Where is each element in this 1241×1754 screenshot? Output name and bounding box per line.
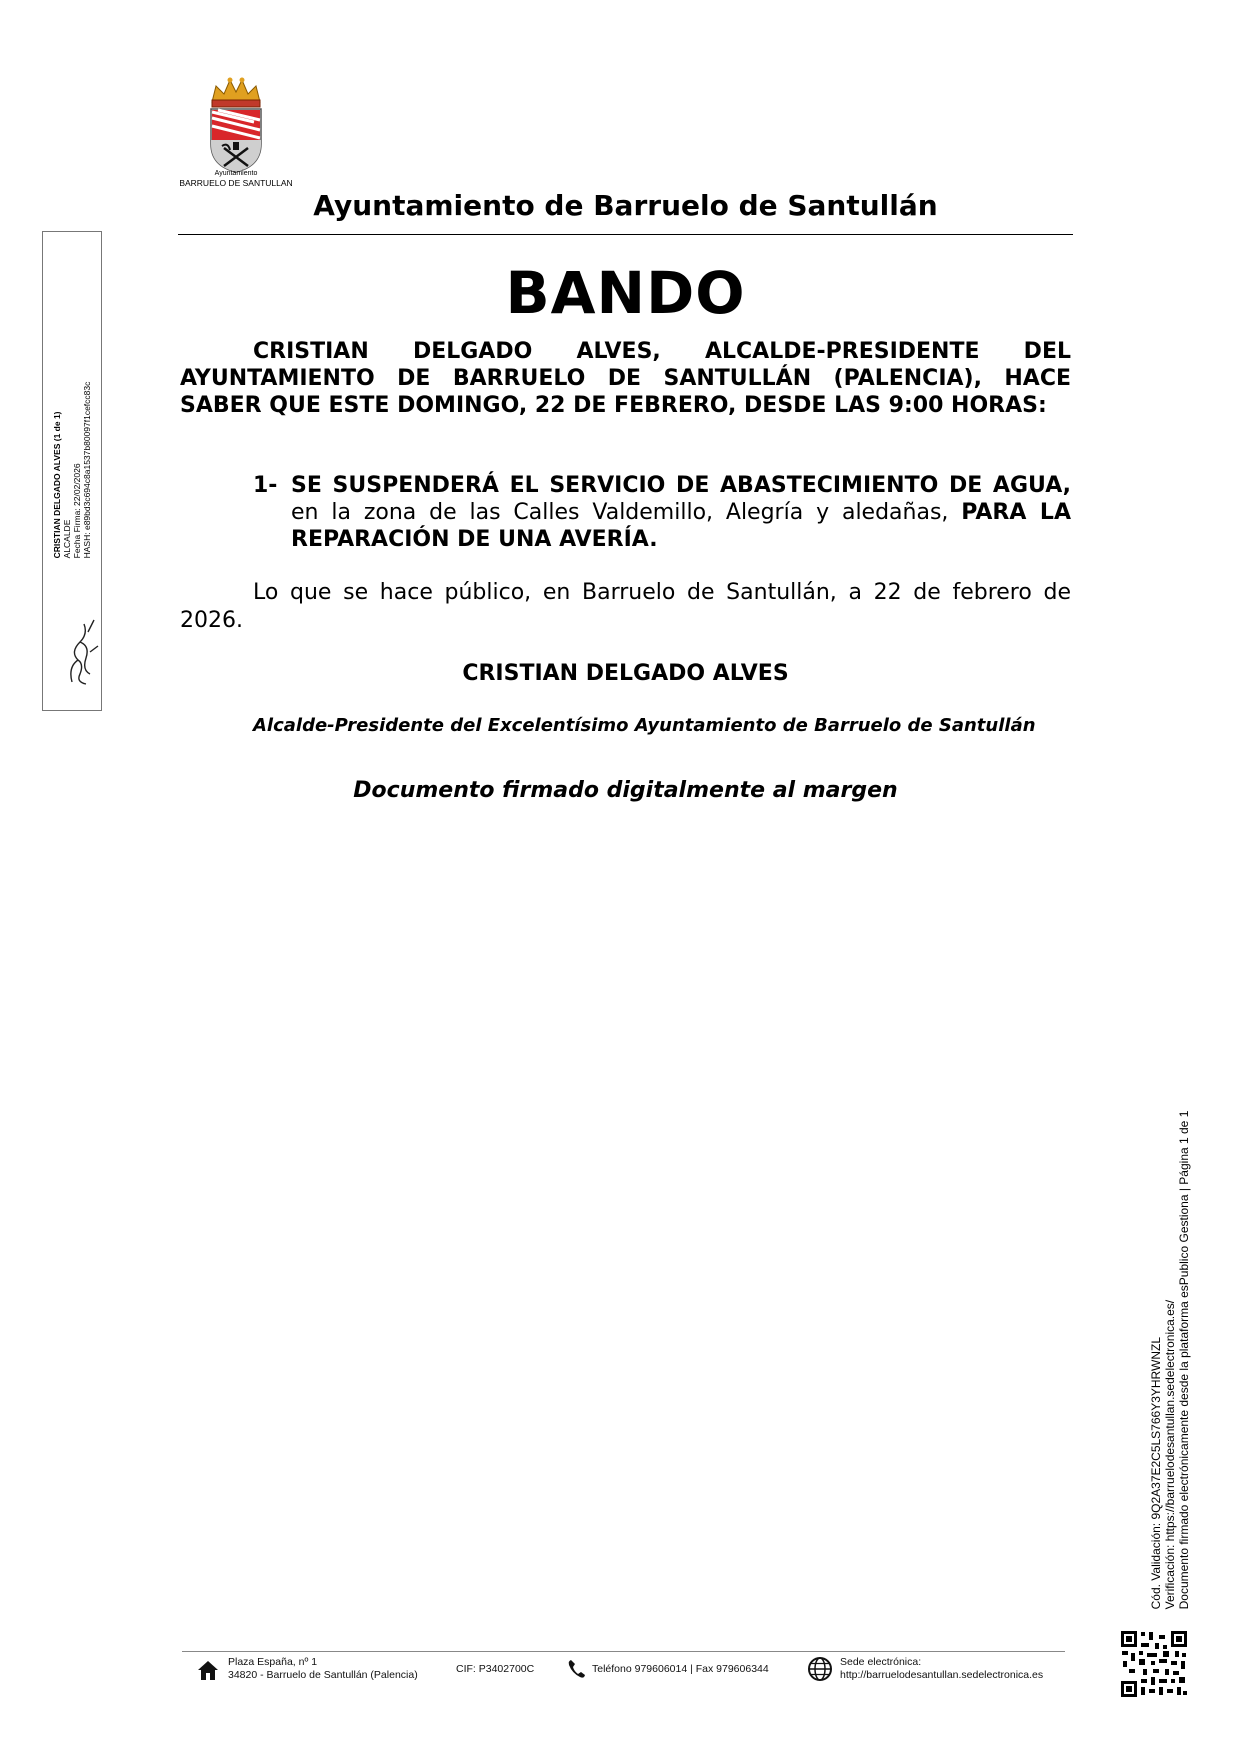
crest-caption: [176, 170, 296, 188]
organization-header: Ayuntamiento de Barruelo de Santullán: [313, 189, 938, 222]
signature-hash: HASH: e89bd3c694c8a1537b80097f1cefcc83c: [82, 381, 92, 559]
verification-code: Cód. Validación: 9Q2A37E2C5LS766Y3YHRWNZL: [1149, 1337, 1163, 1610]
coat-of-arms-icon: [178, 74, 294, 174]
footer-address-line2: 34820 - Barruelo de Santullán (Palencia): [228, 1669, 418, 1681]
footer-address-line1: Plaza España, nº 1: [228, 1656, 318, 1668]
closing-paragraph: Lo que se hace público, en Barruelo de Santullán, a 22 de febrero de 2026.: [180, 580, 1071, 633]
footer-phone: Teléfono 979606014 | Fax 979606344: [592, 1663, 769, 1675]
verification-platform: Documento firmado electrónicamente desde la plataforma esPublico Gestiona | Página 1 de 1: [1177, 1110, 1191, 1610]
footer-sede: [840, 1656, 1043, 1682]
list-item-normal: en la zona de las Calles Valdemillo, Alegría y aledañas,: [291, 500, 962, 525]
signature-signer: CRISTIAN DELGADO ALVES (1 de 1): [52, 411, 62, 559]
list-item-text: [291, 472, 1071, 553]
handwritten-signature: [60, 612, 104, 692]
home-icon: [196, 1658, 220, 1682]
signature-position: ALCALDE: [62, 519, 72, 559]
verification-url: Verificación: https://barruelodesantullan.sedelectronica.es/: [1163, 1299, 1177, 1610]
header-divider: [178, 234, 1073, 235]
list-item-number: 1-: [253, 473, 278, 498]
footer-sede-label: Sede electrónica:: [840, 1656, 922, 1668]
signature-date: Fecha Firma: 22/02/2026: [72, 463, 82, 559]
list-item-bold-start: SE SUSPENDERÁ EL SERVICIO DE ABASTECIMIENTO DE AGUA,: [291, 473, 1071, 498]
footer-sede-url[interactable]: http://barruelodesantullan.sedelectronica.es: [840, 1669, 1044, 1681]
signed-note: Documento firmado digitalmente al margen: [353, 778, 898, 803]
intro-paragraph: CRISTIAN DELGADO ALVES, ALCALDE-PRESIDENTE DEL AYUNTAMIENTO DE BARRUELO DE SANTULLÁN (PALENCIA), HACE SABER QUE ESTE DOMINGO, 22 DE FEBRERO, DESDE LAS 9:00 HORAS:: [180, 339, 1071, 418]
phone-icon: [567, 1658, 587, 1680]
footer-divider: [182, 1651, 1065, 1652]
qr-code-icon: [1119, 1629, 1189, 1699]
document-title: BANDO: [505, 259, 746, 327]
signer-role: Alcalde-Presidente del Excelentísimo Ayuntamiento de Barruelo de Santullán: [253, 715, 1036, 736]
globe-icon: [807, 1656, 833, 1682]
list-item: [253, 472, 1071, 553]
footer-address: [228, 1656, 418, 1682]
list-item-bold-end: PARA LA REPARACIÓN DE UNA AVERÍA.: [291, 500, 1071, 552]
signer-name: CRISTIAN DELGADO ALVES: [462, 661, 789, 686]
footer-cif: CIF: P3402700C: [456, 1663, 535, 1675]
crest-caption-big: BARRUELO DE SANTULLAN: [179, 178, 293, 188]
crest-caption-small: Ayuntamiento: [214, 170, 258, 177]
